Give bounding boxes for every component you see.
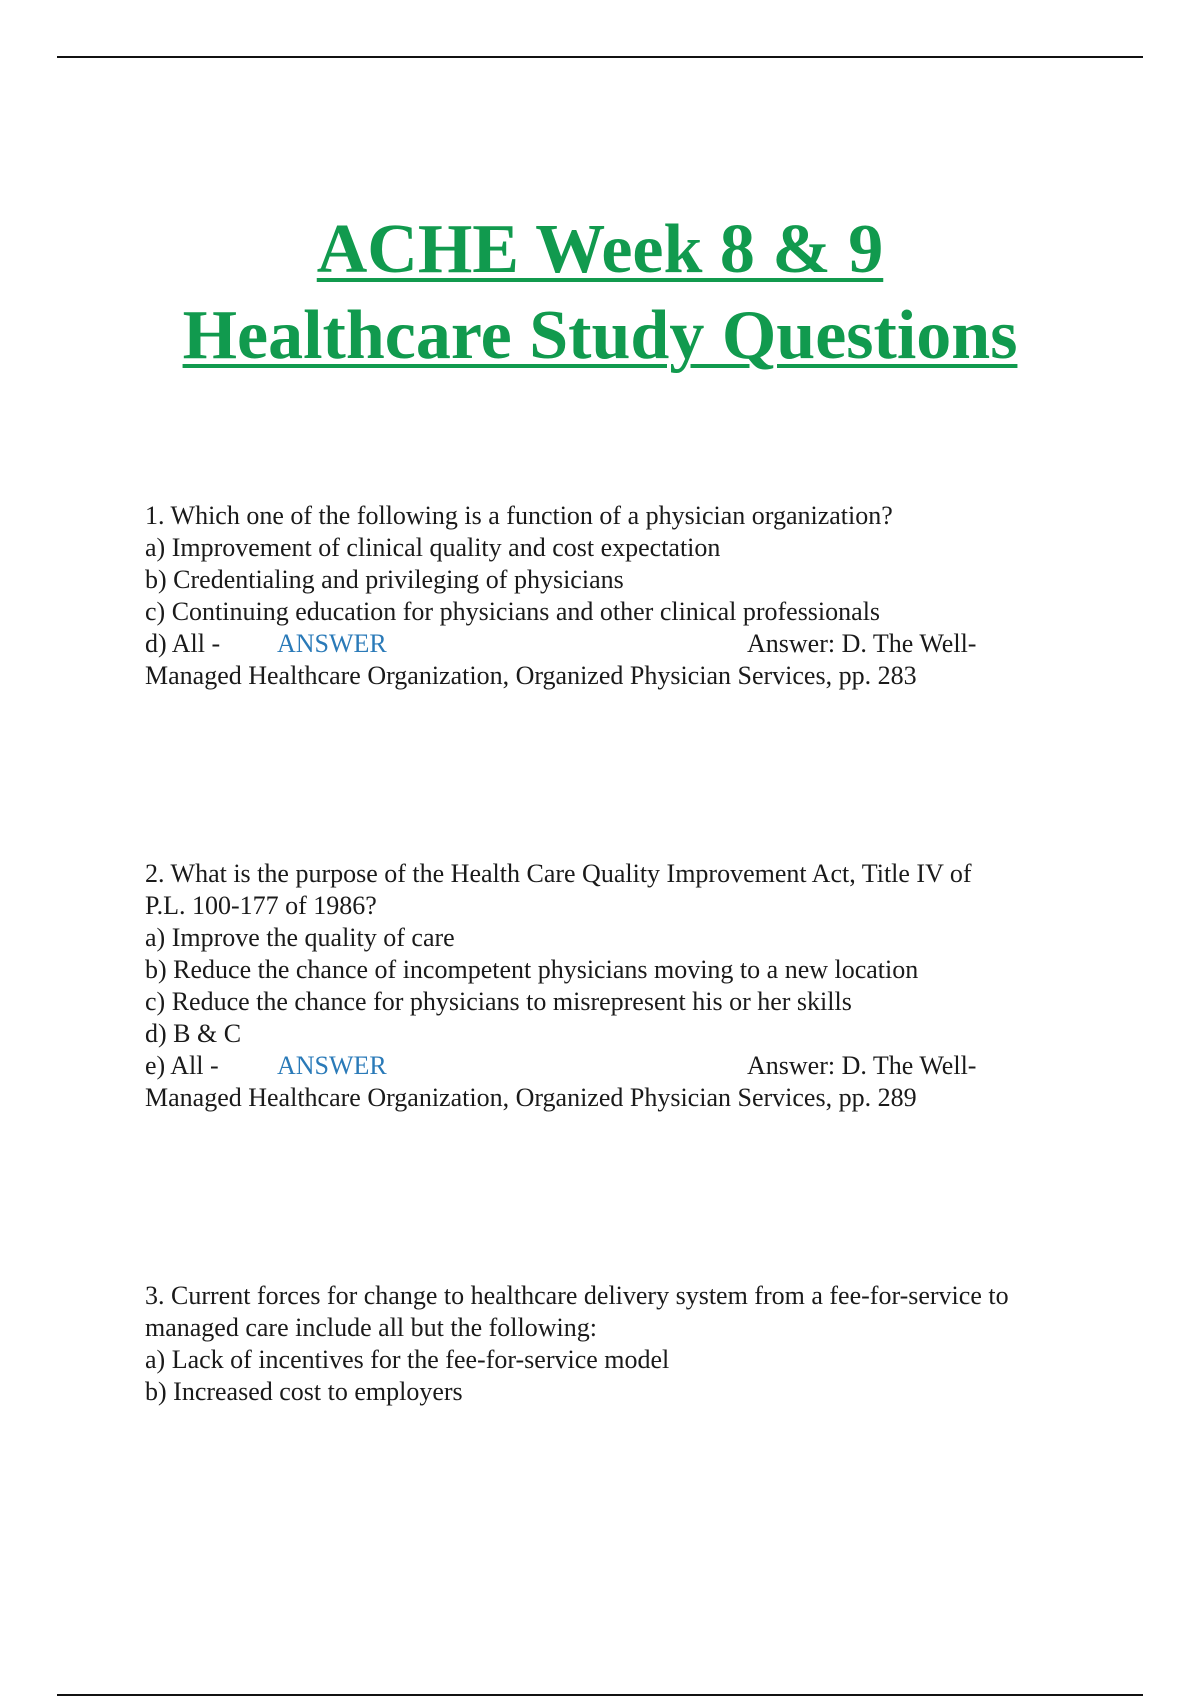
answer-line	[145, 628, 1095, 660]
title-line-1: ACHE Week 8 & 9	[316, 211, 884, 288]
question-1	[145, 500, 1095, 692]
answer-link[interactable]: ANSWER	[277, 629, 387, 658]
question-stem: 1. Which one of the following is a function of a physician organization?	[145, 501, 893, 530]
answer-text: Answer: D. The Well-	[747, 1051, 977, 1080]
answer-line	[145, 1050, 1095, 1082]
option-a: a) Lack of incentives for the fee-for-service model	[145, 1345, 670, 1374]
question-stem-line-2: managed care include all but the following:	[145, 1313, 597, 1342]
document-title	[0, 207, 1200, 379]
option-b: b) Increased cost to employers	[145, 1377, 463, 1406]
answer-source: Managed Healthcare Organization, Organized Physician Services, pp. 283	[145, 661, 917, 690]
option-b: b) Credentialing and privileging of physicians	[145, 565, 624, 594]
option-e: e) All -	[145, 1051, 219, 1080]
option-b: b) Reduce the chance of incompetent physicians moving to a new location	[145, 955, 919, 984]
option-c: c) Continuing education for physicians and other clinical professionals	[145, 597, 881, 626]
title-line-2: Healthcare Study Questions	[182, 297, 1018, 374]
answer-link[interactable]: ANSWER	[277, 1051, 387, 1080]
option-c: c) Reduce the chance for physicians to misrepresent his or her skills	[145, 987, 852, 1016]
option-d: d) All -	[145, 629, 221, 658]
option-d: d) B & C	[145, 1019, 242, 1048]
question-stem-line-1: 3. Current forces for change to healthcare delivery system from a fee-for-service to	[145, 1281, 1009, 1310]
footer-rule	[57, 1694, 1143, 1696]
header-rule	[57, 56, 1143, 58]
answer-source: Managed Healthcare Organization, Organized Physician Services, pp. 289	[145, 1083, 917, 1112]
question-2	[145, 858, 1095, 1114]
option-a: a) Improve the quality of care	[145, 923, 455, 952]
option-a: a) Improvement of clinical quality and cost expectation	[145, 533, 721, 562]
answer-text: Answer: D. The Well-	[747, 629, 977, 658]
question-stem-line-1: 2. What is the purpose of the Health Care Quality Improvement Act, Title IV of	[145, 859, 972, 888]
question-3	[145, 1280, 1095, 1408]
question-stem-line-2: P.L. 100-177 of 1986?	[145, 891, 377, 920]
